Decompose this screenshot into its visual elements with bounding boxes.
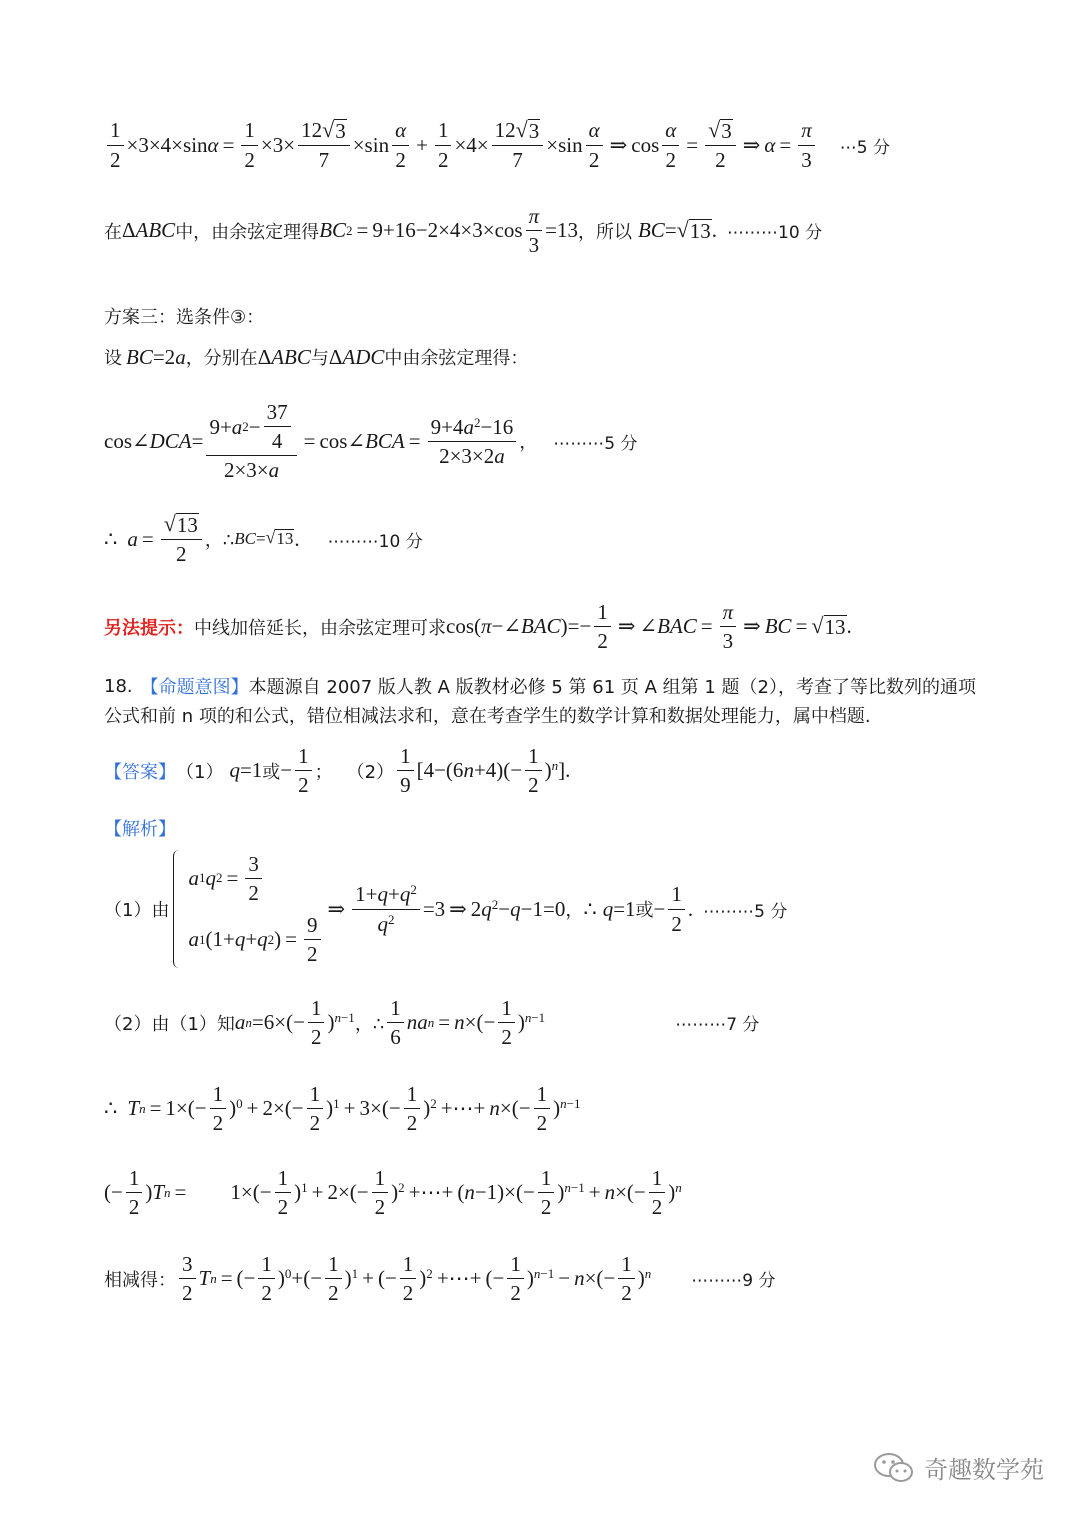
part2-line: （2）由（1）知 a n =6×(− $\frac{1}{2}$ )$^{n-1}$ ，∴ $\frac{1}{6}$ na n = n ×(− $\frac{1}{2}$ )$^{n-1}$ ⋯⋯⋯7 分 [104,996,760,1050]
q18-number: 18. [104,675,133,697]
score-5-c: ⋯⋯⋯5 分 [703,901,788,922]
score-10-b: ⋯⋯⋯10 分 [327,531,423,552]
q18-intent-text1: 本题源自 2007 版人教 A 版教材必修 5 第 61 页 A 组第 1 题（2），考查了等比数列的通项 [248,677,976,698]
plan-three-heading: 方案三：选条件③： [104,307,265,328]
part1-label: （1） [176,761,224,783]
score-10: ⋯⋯⋯10 分 [727,223,823,244]
text-in: 在 [104,221,122,243]
text-respectively: ，分别在 [185,348,258,369]
text-or: 或 [262,761,281,783]
part1-by: （1）由 [104,900,170,921]
wechat-icon [872,1451,916,1485]
let-bc-line: 设 BC =2 a ，分别在 ΔABC 与 ΔADC 中由余弦定理得： [104,344,529,369]
part2-by: （2）由（1）知 [104,1013,235,1035]
alt-method-label: 另法提示： [104,617,194,639]
text-let: 设 [104,348,122,369]
q18-intent-line2: 公式和前 n 项的和公式，错位相减法求和，意在考查学生的数学计算和数据处理能力，属中档题. [104,706,871,727]
alt-method-text: 中线加倍延长，由余弦定理可求 [194,617,446,639]
score-9: ⋯⋯⋯9 分 [691,1271,776,1292]
text-or-2: 或 [635,900,654,921]
alt-method-hint: 另法提示： 中线加倍延长，由余弦定理可求 cos(π−∠BAC)=− $\frac{1}{2}$ ⇒ ∠BAC = $\frac{\pi}{3}$ ⇒ BC = √ 13 . [104,600,852,654]
text-by-cosine-law: 中由余弦定理得： [384,348,529,369]
text-and: 与 [310,348,329,369]
q18-intent-tag: 【命题意图】 [140,677,249,698]
text-cosine-law: 中，由余弦定理得 [175,221,320,243]
q18-intent-line1 [104,673,976,699]
subtract-line: 相减得： $\frac{3}{2}$ T n = (− $\frac{1}{2}$ )$^0$ +(− $\frac{1}{2}$ )$^1$ + (− $\frac{1}{2}$ )$^2$ +⋯+ (− $\frac{1}{2}$ )$^{n-1}$ − n ×(− $\frac{1}{2}$ )$^n$ ⋯⋯⋯9 分 [104,1252,776,1306]
half-tn-line: (− $\frac{1}{2}$ ) T n = 1×(− $\frac{1}{2}$ )$^1$ + 2×(− $\frac{1}{2}$ )$^2$ +⋯+ (n−1)×(− $\frac{1}{2}$ )$^{n-1}$ + n ×(− $\frac{1}{2}$ )$^n$ [104,1166,682,1220]
score-5: ⋯5 分 [839,137,890,158]
score-7: ⋯⋯⋯7 分 [675,1015,760,1036]
cosine-law-line: 在 ΔABC 中，由余弦定理得 BC 2 = 9+16−2×4×3×cos $\frac{\pi}{3}$ =13 ，所以 BC = √ 13 . ⋯⋯⋯10 分 [104,204,823,258]
answer-tag: 【答案】 [104,761,176,783]
watermark-text: 奇趣数学苑 [924,1456,1044,1484]
watermark [872,1450,1044,1485]
score-5-b: ⋯⋯⋯5 分 [553,433,638,454]
part1-system: （1）由 a 1 q 2 = $\frac{3}{2}$ a 1 (1+ q + q 2 ) = $\frac{9}{2}$ ⇒ $\frac{1+q+q^2}{q^2}$ =3 ⇒ $2q^2-q-1=0$ ， ∴ q =1 或 − $\frac{1}{2}$ . ⋯⋯⋯5 分 [104,851,788,967]
subtract-label: 相减得： [104,1269,176,1291]
area-equation: $\frac{1}{2}$ ×3×4×sinα = $\frac{1}{2}$ ×3× 12 √ 3 7 ×sin $\frac{\alpha}{2}$ + $\frac{1}{2}$ ×4× 12 √ 3 7 ×sin $\frac{\alpha}{2}$ ⇒ cos $\frac{\alpha}{2}$ = √ 3 2 ⇒ α = $\frac{\pi}{3}$ ⋯5 分 [104,118,890,172]
analysis-tag: 【解析】 [104,819,176,840]
answer-line: 【答案】 （1） q =1 或 − $\frac{1}{2}$ ； （2） $\frac{1}{9}$ [4−(6n+4)(− $\frac{1}{2}$ )$^n$] . [104,744,571,798]
text-therefore: ，所以 [577,221,632,243]
cos-dca-equation: cos∠DCA= 9+ a 2 − $\frac{37}{4}$ 2×3×a = cos∠BCA = $\frac{9+4a^2-16}{2\times 3\times 2a}$ ， ⋯⋯⋯5 分 [104,400,638,483]
part2-label: （2） [346,761,395,783]
tn-sum-line: ∴ T n = 1×(− $\frac{1}{2}$ )$^0$ + 2×(− $\frac{1}{2}$ )$^1$ + 3×(− $\frac{1}{2}$ )$^2$ +⋯+ n ×(− $\frac{1}{2}$ )$^{n-1}$ [104,1082,581,1136]
a-value-line: ∴ a = √ 13 2 ，∴ BC = √ 13 . ⋯⋯⋯10 分 [104,511,423,567]
